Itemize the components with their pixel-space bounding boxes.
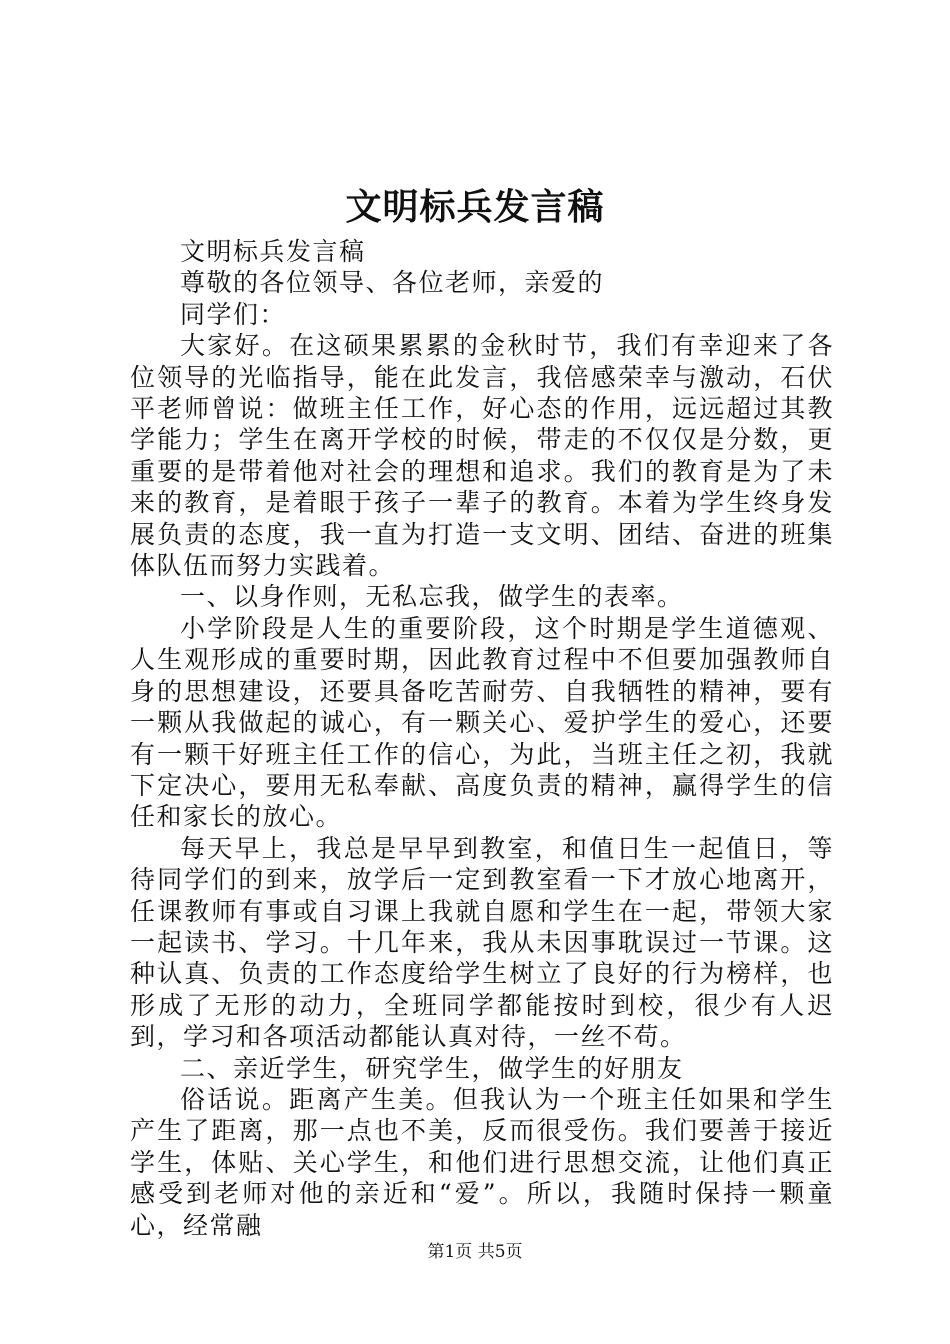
paragraph: 大家好。在这硕果累累的金秋时节，我们有幸迎来了各位领导的光临指导，能在此发言，我倍感荣幸与激动，石伏平老师曾说：做班主任工作，好心态的作用，远远超过其教学能力；学生在离开学校的时候，带走的不仅仅是分数，更重要的是带着他对社会的理想和追求。我们的教育是为了未来的教育，是着眼于孩子一辈子的教育。本着为学生终身发展负责的态度，我一直为打造一支文明、团结、奋进的班集体队伍而努力实践着。 [130,331,834,581]
document-body [130,236,834,1241]
section-heading: 二、亲近学生，研究学生，做学生的好朋友 [180,1053,684,1083]
paragraph: 尊敬的各位领导、各位老师，亲爱的 [180,268,605,298]
section-heading: 一、以身作则，无私忘我，做学生的表率。 [180,582,684,612]
paragraph: 每天早上，我总是早早到教室，和值日生一起值日，等待同学们的到来，放学后一定到教室看一下才放心地离开，任课教师有事或自习课上我就自愿和学生在一起，带领大家一起读书、学习。十几年来，我从未因事耽误过一节课。这种认真、负责的工作态度给学生树立了良好的行为榜样，也形成了无形的动力，全班同学都能按时到校，很少有人迟到，学习和各项活动都能认真对待，一丝不苟。 [130,833,834,1052]
paragraph: 文明标兵发言稿 [180,237,366,266]
page-footer: 第1页 共5页 [427,1242,523,1262]
paragraph: 同学们： [180,299,287,329]
paragraph: 俗话说。距离产生美。但我认为一个班主任如果和学生产生了距离，那一点也不美，反而很受伤。我们要善于接近学生，体贴、关心学生，和他们进行思想交流，让他们真正感受到老师对他的亲近和“爱”。所以，我随时保持一颗童心，经常融 [130,1084,834,1240]
document-title: 文明标兵发言稿 [345,186,605,228]
paragraph: 小学阶段是人生的重要阶段，这个时期是学生道德观、人生观形成的重要时期，因此教育过程中不但要加强教师自身的思想建设，还要具备吃苦耐劳、自我牺牲的精神，要有一颗从我做起的诚心，有一颗关心、爱护学生的爱心，还要有一颗干好班主任工作的信心，为此，当班主任之初，我就下定决心，要用无私奉献、高度负责的精神，赢得学生的信任和家长的放心。 [130,613,834,832]
